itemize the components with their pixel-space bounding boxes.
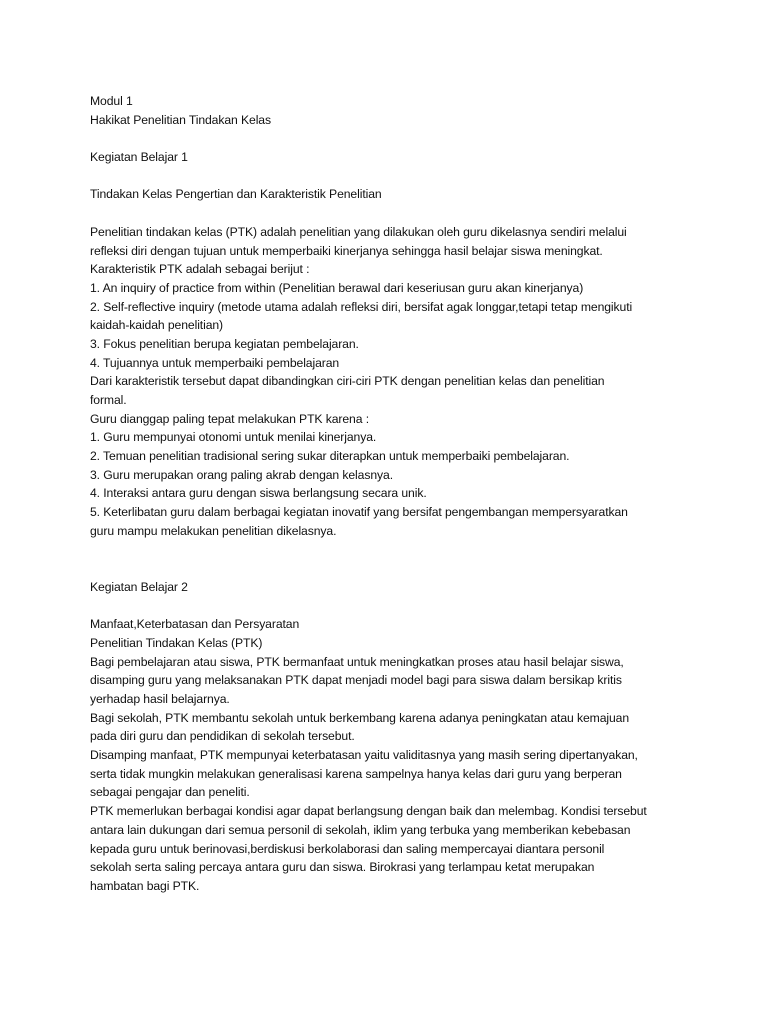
text-line: sebagai pengajar dan peneliti.	[90, 785, 250, 800]
text-line: PTK memerlukan berbagai kondisi agar dapat berlangsung dengan baik dan melembag. Kondisi tersebut	[90, 804, 647, 819]
text-line: Manfaat,Keterbatasan dan Persyaratan	[90, 617, 300, 632]
text-line: Bagi pembelajaran atau siswa, PTK bermanfaat untuk meningkatkan proses atau hasil belajar siswa,	[90, 654, 624, 669]
text-line: 1. An inquiry of practice from within (Penelitian berawal dari keseriusan guru akan kinerjanya)	[90, 280, 584, 295]
text-line: 5. Keterlibatan guru dalam berbagai kegiatan inovatif yang bersifat pengembangan mempersyaratkan	[90, 505, 628, 520]
text-line: 1. Guru mempunyai otonomi untuk menilai kinerjanya.	[90, 430, 377, 445]
text-line: 4. Tujuannya untuk memperbaiki pembelajaran	[90, 355, 340, 370]
text-line: Guru dianggap paling tepat melakukan PTK karena :	[90, 411, 369, 426]
text-line: kaidah-kaidah penelitian)	[90, 318, 224, 333]
blank-line	[90, 597, 690, 616]
text-line: 2. Temuan penelitian tradisional sering sukar diterapkan untuk memperbaiki pembelajaran.	[90, 449, 570, 464]
text-line: kepada guru untuk berinovasi,berdiskusi berkolaborasi dan saling mempercayai diantara personil	[90, 841, 605, 856]
text-line: yerhadap hasil belajarnya.	[90, 692, 230, 706]
text-line: Disamping manfaat, PTK mempunyai keterbatasan yaitu validitasnya yang masih sering dipertanyakan,	[90, 748, 638, 763]
text-line: 2. Self-reflective inquiry (metode utama adalah refleksi diri, bersifat agak longgar,tetapi tetap mengikuti	[90, 299, 633, 314]
text-line: Dari karakteristik tersebut dapat dibandingkan ciri-ciri PTK dengan penelitian kelas dan penelitian	[90, 374, 605, 389]
text-line: hambatan bagi PTK.	[90, 878, 200, 893]
text-line: guru mampu melakukan penelitian dikelasnya.	[90, 523, 337, 538]
text-line: Bagi sekolah, PTK membantu sekolah untuk berkembang karena adanya peningkatan atau kemajuan	[90, 710, 630, 725]
blank-line	[90, 129, 690, 148]
text-line: Penelitian Tindakan Kelas (PTK)	[90, 635, 263, 650]
text-line: disamping guru yang melaksanakan PTK dapat menjadi model bagi para siswa dalam bersikap kritis	[90, 673, 622, 688]
text-line: Karakteristik PTK adalah sebagai berijut :	[90, 262, 310, 277]
text-line: Hakikat Penelitian Tindakan Kelas	[90, 112, 271, 127]
text-line: antara lain dukungan dari semua personil di sekolah, iklim yang terbuka yang memberikan kebebasan	[90, 822, 631, 837]
text-line: formal.	[90, 393, 127, 407]
text-line: Kegiatan Belajar 2	[90, 579, 188, 594]
blank-line	[90, 559, 690, 578]
blank-line	[90, 204, 690, 223]
text-line: Tindakan Kelas Pengertian dan Karakteristik Penelitian	[90, 187, 382, 202]
text-line: serta tidak mungkin melakukan generalisasi karena sampelnya hanya kelas dari guru yang berperan	[90, 766, 622, 781]
text-line: Kegiatan Belajar 1	[90, 150, 188, 165]
text-line: 3. Guru merupakan orang paling akrab dengan kelasnya.	[90, 467, 393, 482]
blank-line	[90, 167, 690, 186]
text-line: Modul 1	[90, 94, 133, 108]
text-line: Penelitian tindakan kelas (PTK) adalah penelitian yang dilakukan oleh guru dikelasnya sendiri melalui	[90, 224, 627, 239]
text-line: sekolah serta saling percaya antara guru dan siswa. Birokrasi yang terlampau ketat merupakan	[90, 860, 595, 875]
text-line: 3. Fokus penelitian berupa kegiatan pembelajaran.	[90, 336, 359, 351]
text-line: pada diri guru dan pendidikan di sekolah tersebut.	[90, 729, 355, 744]
document-body	[90, 92, 690, 896]
text-line: refleksi diri dengan tujuan untuk memperbaiki kinerjanya sehingga hasil belajar siswa meningkat.	[90, 243, 603, 258]
text-line: 4. Interaksi antara guru dengan siswa berlangsung secara unik.	[90, 486, 427, 501]
blank-line	[90, 541, 690, 560]
